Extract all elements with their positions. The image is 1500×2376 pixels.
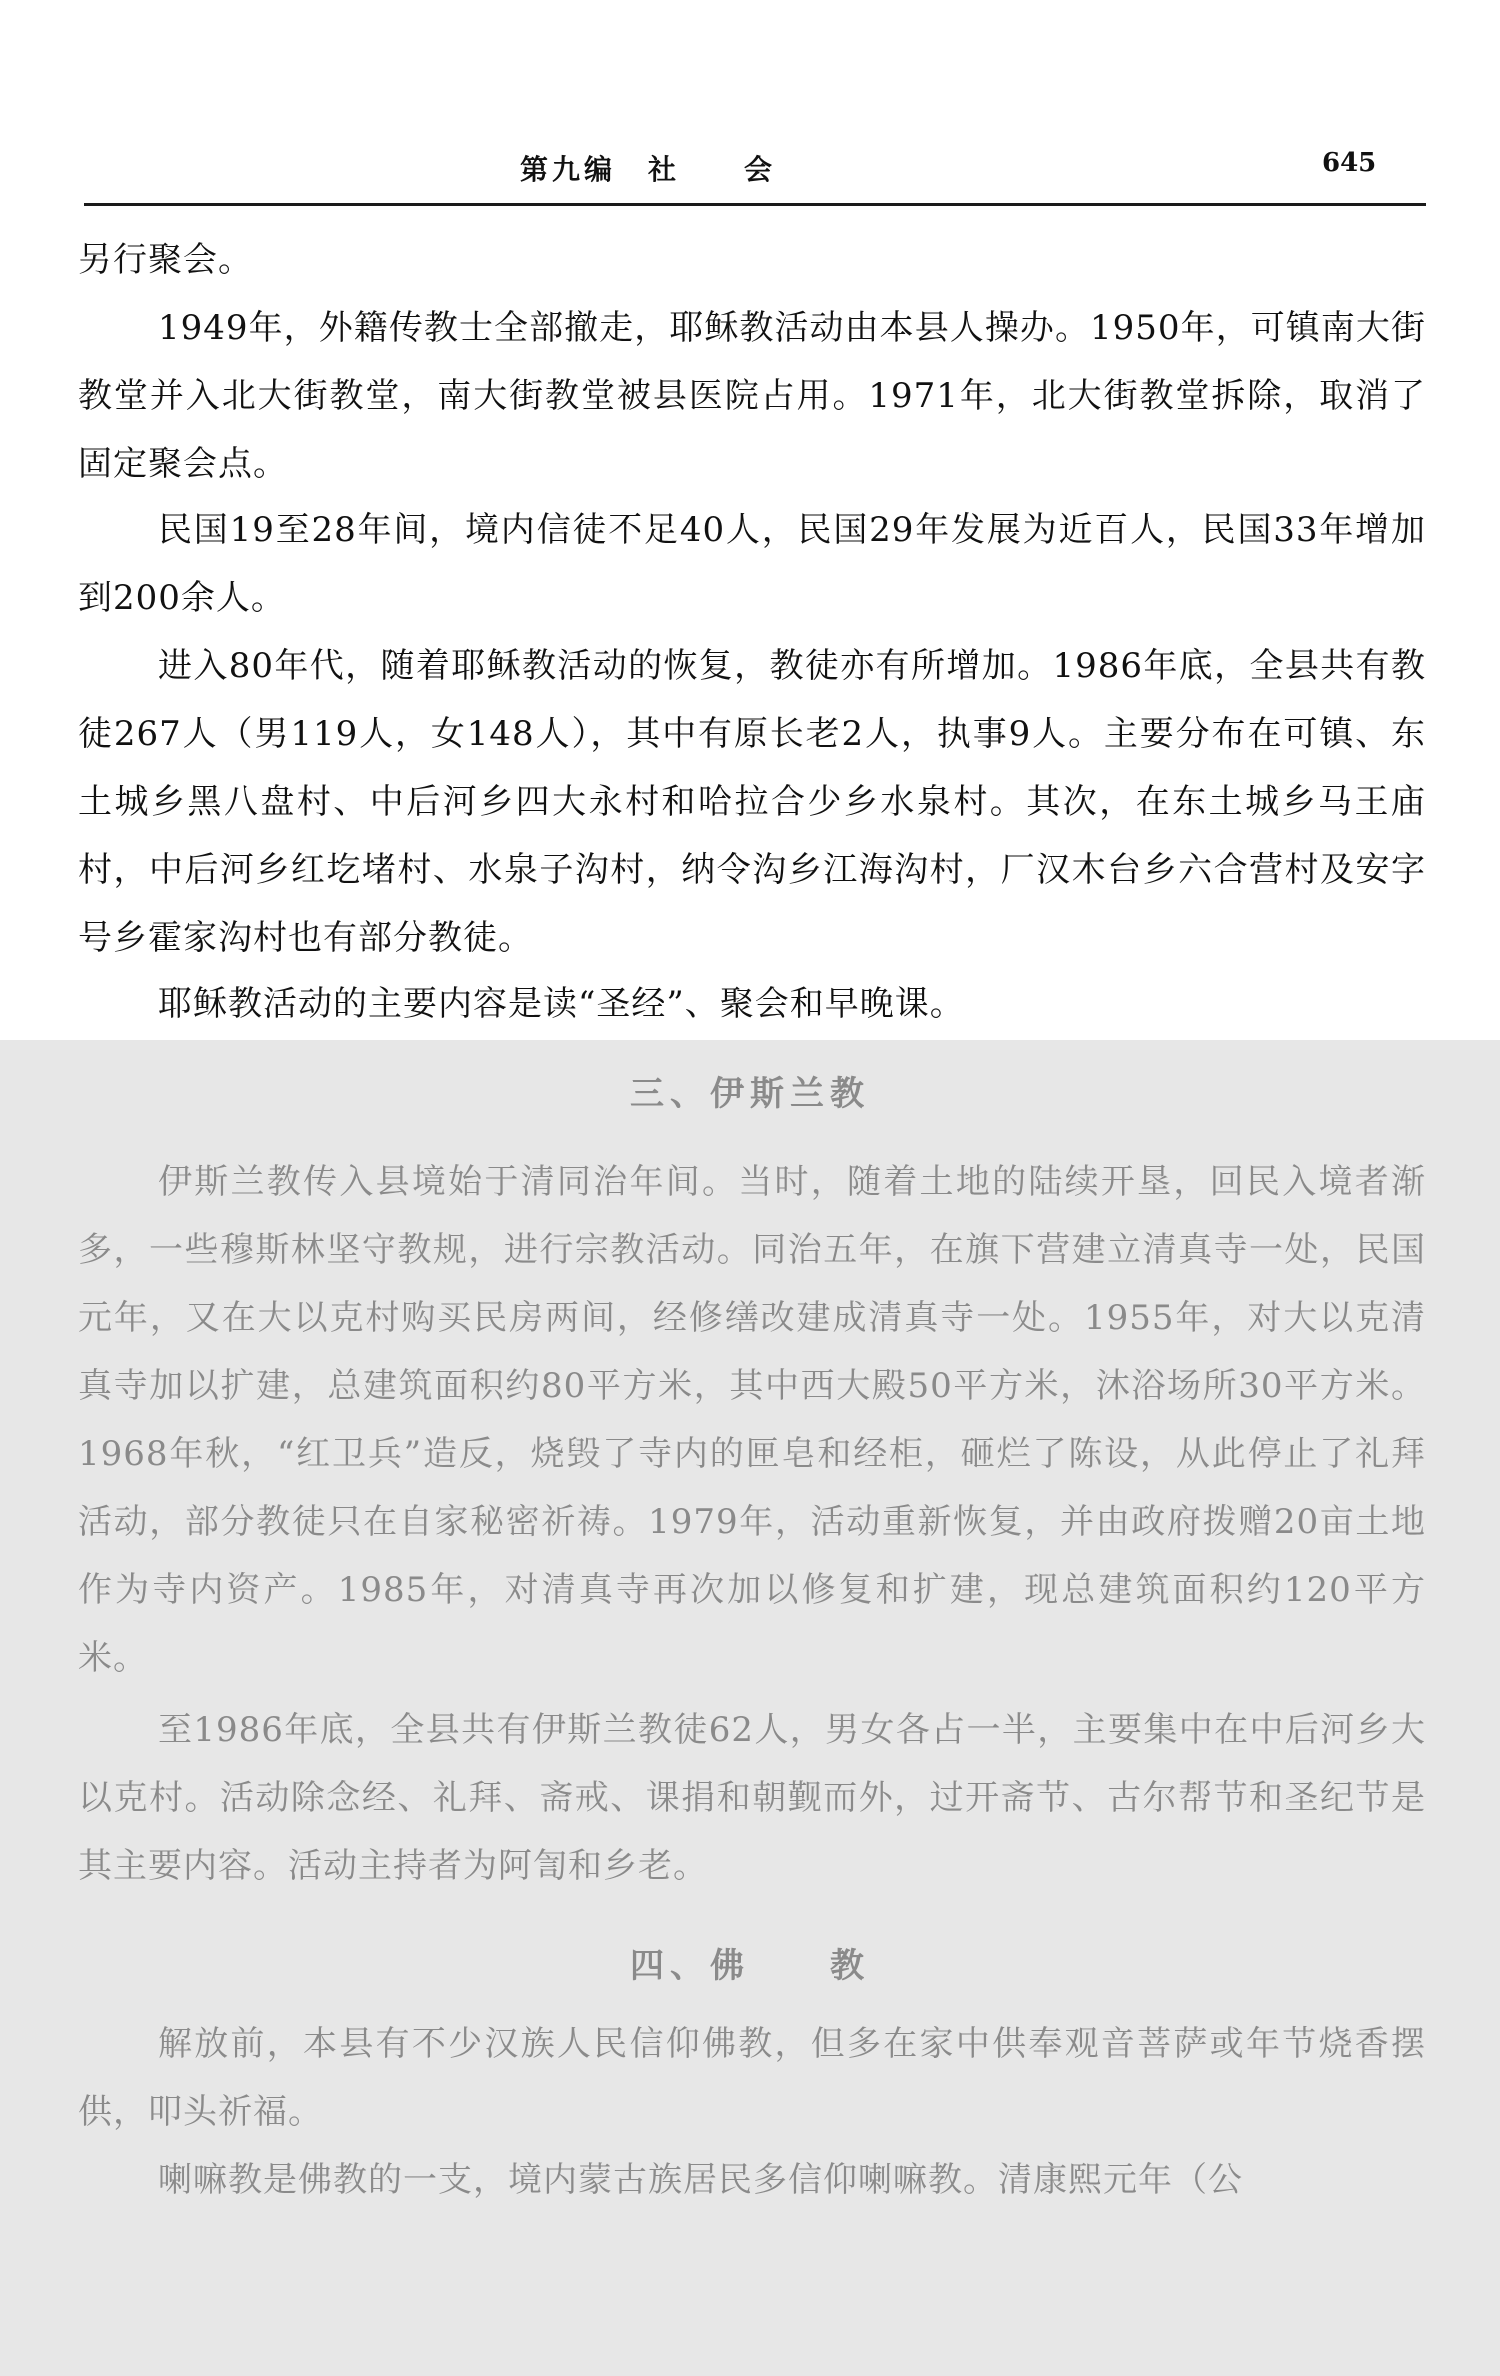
paragraph-republic-era: 民国19至28年间，境内信徒不足40人，民国29年发展为近百人，民国33年增加到200余人。	[78, 510, 1426, 618]
paragraph-lamaism: 喇嘛教是佛教的一支，境内蒙古族居民多信仰喇嘛教。清康熙元年（公	[158, 2160, 1243, 2200]
section-heading-islam: 三、伊斯兰教	[630, 1074, 870, 1114]
section-heading-buddhism: 四、佛 教	[630, 1946, 870, 1986]
paragraph-continuation: 另行聚会。	[78, 240, 253, 280]
paragraph-islam-1986: 至1986年底，全县共有伊斯兰教徒62人，男女各占一半，主要集中在中后河乡大以克村。活动除念经、礼拜、斋戒、课捐和朝觐而外，过开斋节、古尔帮节和圣纪节是其主要内容。活动主持者为阿訇和乡老。	[78, 1710, 1426, 1886]
header-rule	[84, 203, 1426, 206]
paragraph-1980s: 进入80年代，随着耶稣教活动的恢复，教徒亦有所增加。1986年底，全县共有教徒267人（男119人，女148人），其中有原长老2人，执事9人。主要分布在可镇、东土城乡黑八盘村、中后河乡四大永村和哈拉合少乡水泉村。其次，在东土城乡马王庙村，中后河乡红圪堵村、水泉子沟村，纳令沟乡江海沟村，厂汉木台乡六合营村及安字号乡霍家沟村也有部分教徒。	[78, 646, 1426, 958]
paragraph-buddhism: 解放前，本县有不少汉族人民信仰佛教，但多在家中供奉观音菩萨或年节烧香摆供，叩头祈福。	[78, 2024, 1426, 2132]
page-number: 645	[1322, 148, 1377, 178]
header-title: 第九编 社 会	[520, 153, 777, 186]
paragraph-activities: 耶稣教活动的主要内容是读“圣经”、聚会和早晚课。	[158, 984, 965, 1024]
paragraph-1949: 1949年，外籍传教士全部撤走，耶稣教活动由本县人操办。1950年，可镇南大街教堂并入北大街教堂，南大街教堂被县医院占用。1971年，北大街教堂拆除，取消了固定聚会点。	[78, 308, 1426, 484]
paragraph-islam-history: 伊斯兰教传入县境始于清同治年间。当时，随着土地的陆续开垦，回民入境者渐多，一些穆斯林坚守教规，进行宗教活动。同治五年，在旗下营建立清真寺一处，民国元年，又在大以克村购买民房两间，经修缮改建成清真寺一处。1955年，对大以克清真寺加以扩建，总建筑面积约80平方米，其中西大殿50平方米，沐浴场所30平方米。1968年秋，“红卫兵”造反，烧毁了寺内的匣皂和经柜，砸烂了陈设，从此停止了礼拜活动，部分教徒只在自家秘密祈祷。1979年，活动重新恢复，并由政府拨赠20亩土地作为寺内资产。1985年，对清真寺再次加以修复和扩建，现总建筑面积约120平方米。	[78, 1162, 1426, 1678]
